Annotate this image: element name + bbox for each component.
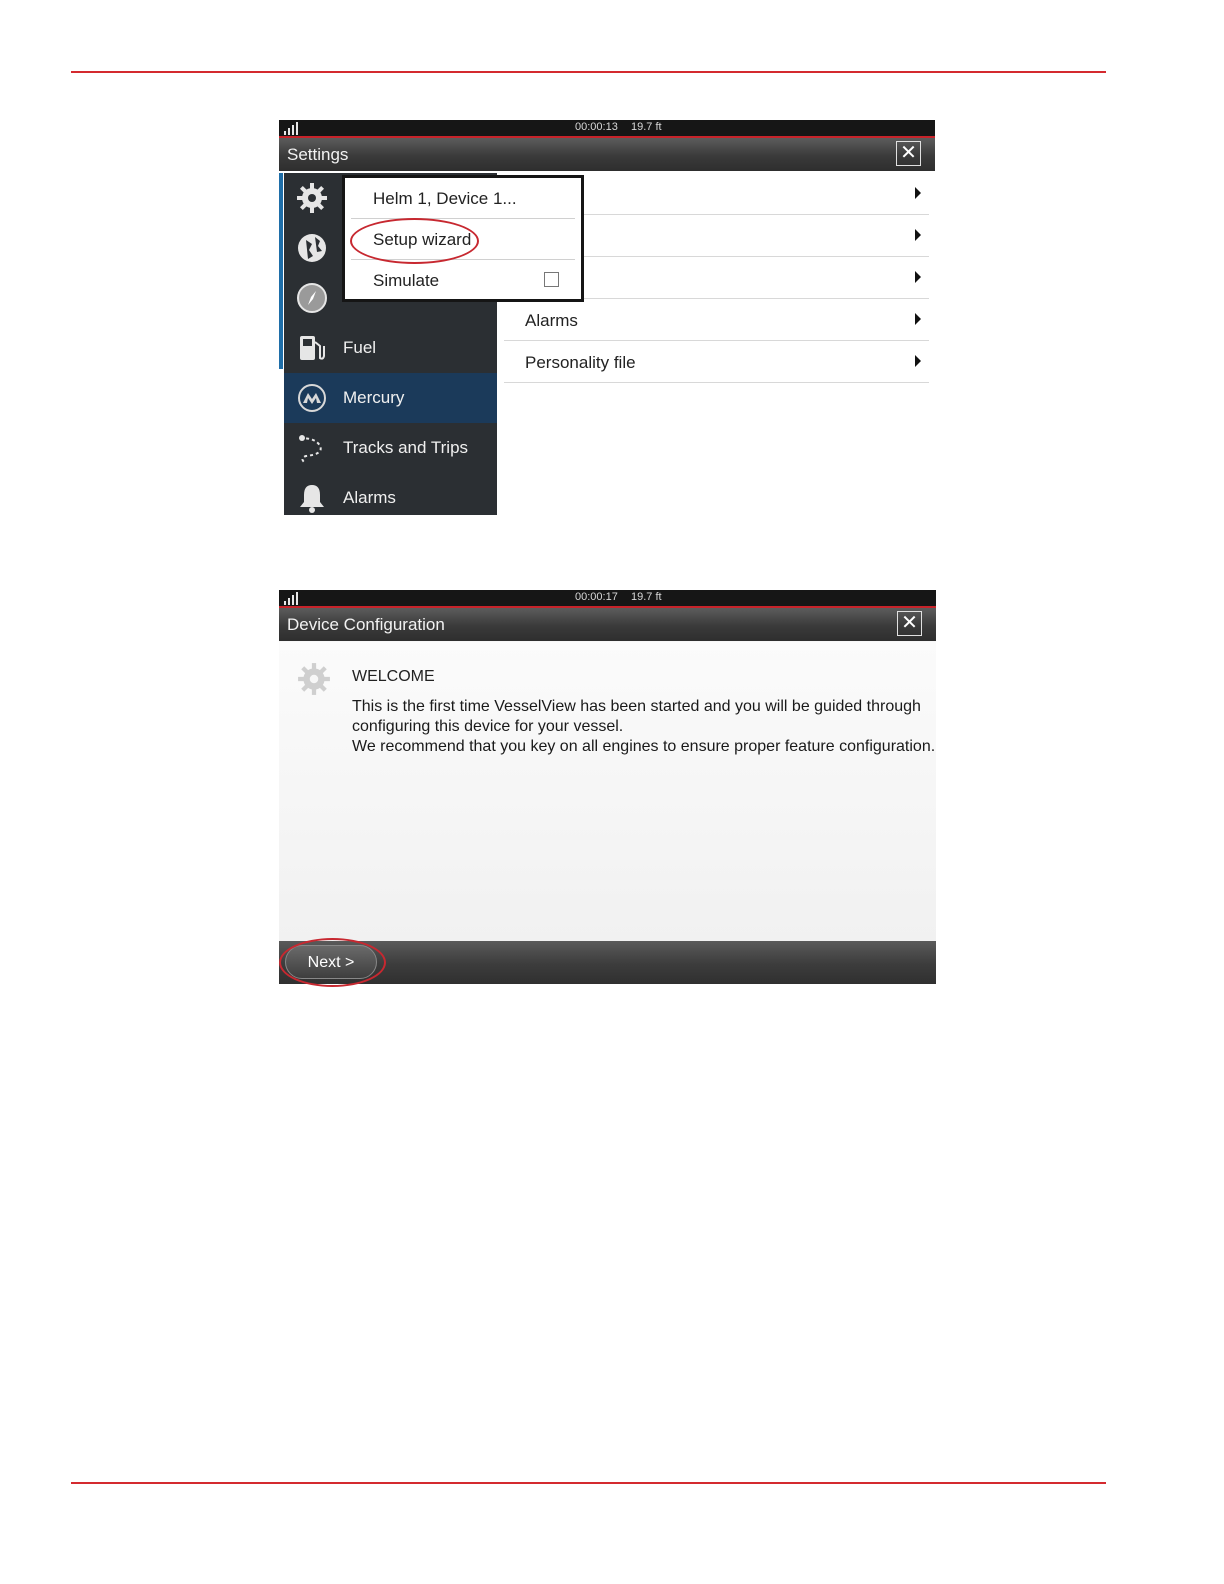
status-depth: 19.7 ft: [631, 591, 662, 603]
title-bar: [279, 138, 935, 171]
sidebar-item-alarms[interactable]: [284, 473, 497, 523]
sidebar-item-mercury[interactable]: [284, 373, 497, 423]
compass-icon: [296, 282, 328, 314]
status-depth: 19.7 ft: [631, 121, 662, 133]
status-bar: [279, 590, 936, 606]
mercury-logo-icon: [296, 382, 328, 414]
signal-icon: [281, 591, 301, 605]
wizard-content: [279, 642, 936, 941]
settings-screen: [279, 120, 935, 515]
chevron-right-icon: [915, 355, 921, 367]
chevron-right-icon: [915, 187, 921, 199]
setup-wizard-highlight: [350, 218, 479, 264]
simulate-checkbox[interactable]: [544, 272, 559, 287]
page-top-rule: [71, 71, 1106, 73]
globe-icon: [296, 232, 328, 264]
list-item-personality-file[interactable]: Personality file: [504, 341, 929, 383]
message-line: We recommend that you key on all engines to ensure proper feature configuration.: [352, 738, 936, 755]
close-button[interactable]: ✕: [896, 141, 921, 166]
welcome-heading: WELCOME: [352, 668, 435, 685]
track-icon: [296, 432, 328, 464]
menu-item-helm-device[interactable]: Helm 1, Device 1...: [351, 178, 575, 219]
welcome-message: [352, 697, 936, 757]
page-title: Device Configuration: [287, 615, 445, 634]
sidebar-item-label: Alarms: [343, 488, 396, 507]
next-button-highlight: [279, 938, 386, 987]
bell-icon: [296, 482, 328, 514]
status-time: 00:00:17: [575, 591, 618, 603]
status-bar: [279, 120, 935, 136]
fuel-pump-icon: [296, 332, 328, 364]
chevron-right-icon: [915, 229, 921, 241]
message-line: This is the first time VesselView has been started and you will be guided through: [352, 698, 921, 715]
page-bottom-rule: [71, 1482, 1106, 1484]
title-bar: [279, 608, 936, 641]
gear-icon: [296, 182, 328, 214]
sidebar-item-label: Fuel: [343, 338, 377, 357]
message-line: configuring this device for your vessel.: [352, 718, 624, 735]
gear-icon: [297, 662, 331, 696]
status-time: 00:00:13: [575, 121, 618, 133]
list-item-alarms[interactable]: Alarms: [504, 299, 929, 341]
signal-icon: [281, 121, 301, 135]
sidebar-item-label: Mercury: [343, 388, 405, 407]
chevron-right-icon: [915, 271, 921, 283]
next-button[interactable]: Next >: [285, 945, 377, 979]
page-title: Settings: [287, 145, 349, 164]
sidebar-accent: [279, 173, 283, 369]
chevron-right-icon: [915, 313, 921, 325]
menu-item-simulate[interactable]: Simulate: [351, 260, 575, 300]
close-button[interactable]: ✕: [897, 611, 922, 636]
sidebar-item-label: Tracks and Trips: [343, 438, 469, 457]
device-configuration-screen: [279, 590, 936, 984]
menu-item-setup-wizard[interactable]: Setup wizard: [351, 219, 575, 260]
sidebar-item-fuel[interactable]: [284, 323, 497, 373]
sidebar-item-tracks[interactable]: [284, 423, 497, 473]
